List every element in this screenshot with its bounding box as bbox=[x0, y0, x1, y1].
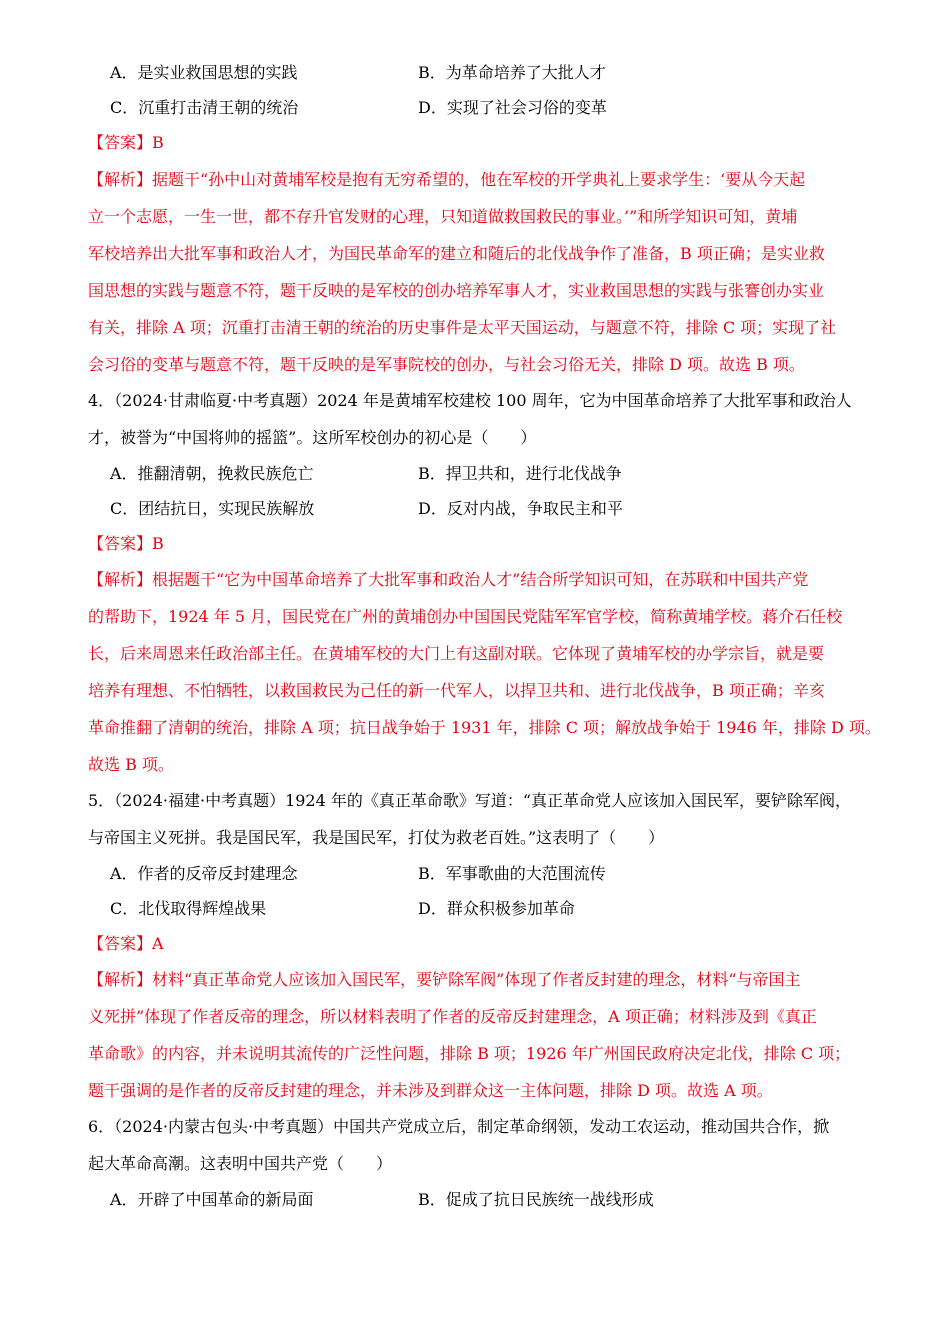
q4-analysis-line: 【解析】根据题干“它为中国革命培养了大批军事和政治人才”结合所学知识可知，在苏联和中国共产党 bbox=[88, 570, 809, 589]
q4-option-b: B．捍卫共和，进行北伐战争 bbox=[418, 464, 622, 483]
q4-analysis-line: 长，后来周恩来任政治部主任。在黄埔军校的大门上有这副对联。它体现了黄埔军校的办学宗旨，就是要 bbox=[88, 644, 825, 663]
q6-option-a: A．开辟了中国革命的新局面 bbox=[110, 1190, 314, 1209]
q4-analysis-line: 的帮助下，1924 年 5 月，国民党在广州的黄埔创办中国国民党陆军军官学校，简称黄埔学校。蒋介石任校 bbox=[88, 607, 843, 626]
q5-analysis-line: 义死拼”体现了作者反帝的理念，所以材料表明了作者的反帝反封建理念，A 项正确；材料涉及到《真正 bbox=[88, 1007, 817, 1026]
q5-stem-line: 与帝国主义死拼。我是国民军，我是国民军，打仗为救老百姓。”这表明了（ ） bbox=[88, 828, 665, 847]
q3-analysis-line: 军校培养出大批军事和政治人才，为国民革命军的建立和随后的北伐战争作了准备，B 项正确；是实业救 bbox=[88, 244, 825, 263]
q3-analysis-line: 【解析】据题干“孙中山对黄埔军校是抱有无穷希望的，他在军校的开学典礼上要求学生：‘要从今天起 bbox=[88, 170, 806, 189]
q3-analysis-line: 立一个志愿，一生一世，都不存升官发财的心理，只知道做救国救民的事业。’”和所学知识可知，黄埔 bbox=[88, 207, 798, 226]
q6-stem-line: 起大革命高潮。这表明中国共产党（ ） bbox=[88, 1154, 393, 1173]
q4-answer: 【答案】B bbox=[88, 534, 164, 553]
q3-option-c: C．沉重打击清王朝的统治 bbox=[110, 98, 299, 117]
q4-analysis-line: 故选 B 项。 bbox=[88, 755, 174, 774]
q4-option-c: C．团结抗日，实现民族解放 bbox=[110, 499, 315, 518]
q5-stem-line: 5．（2024·福建·中考真题）1924 年的《真正革命歌》写道：“真正革命党人应该加入国民军，要铲除军阀， bbox=[88, 791, 852, 810]
q5-option-c: C．北伐取得辉煌战果 bbox=[110, 899, 267, 918]
q6-stem-line: 6．（2024·内蒙古包头·中考真题）中国共产党成立后，制定革命纲领，发动工农运动，推动国共合作，掀 bbox=[88, 1117, 830, 1136]
q4-analysis-line: 培养有理想、不怕牺牲，以救国救民为己任的新一代军人，以捍卫共和、进行北伐战争，B 项正确；辛亥 bbox=[88, 681, 825, 700]
q4-option-a: A．推翻清朝，挽救民族危亡 bbox=[110, 464, 314, 483]
q3-analysis-line: 国思想的实践与题意不符，题干反映的是军校的创办培养军事人才，实业救国思想的实践与张謇创办实业 bbox=[88, 281, 825, 300]
q4-option-d: D．反对内战，争取民主和平 bbox=[418, 499, 623, 518]
q5-option-a: A．作者的反帝反封建理念 bbox=[110, 864, 298, 883]
q3-option-a: A．是实业救国思想的实践 bbox=[110, 63, 298, 82]
q3-option-d: D．实现了社会习俗的变革 bbox=[418, 98, 607, 117]
q5-answer: 【答案】A bbox=[88, 934, 164, 953]
q5-option-d: D．群众积极参加革命 bbox=[418, 899, 575, 918]
q3-option-b: B．为革命培养了大批人才 bbox=[418, 63, 606, 82]
q5-analysis-line: 革命歌》的内容，并未说明其流传的广泛性问题，排除 B 项；1926 年广州国民政府决定北伐，排除 C 项； bbox=[88, 1044, 851, 1063]
q4-analysis-line: 革命推翻了清朝的统治，排除 A 项；抗日战争始于 1931 年，排除 C 项；解放战争始于 1946 年，排除 D 项。 bbox=[88, 718, 881, 737]
q5-analysis-line: 【解析】材料“真正革命党人应该加入国民军，要铲除军阀”体现了作者反封建的理念，材料“与帝国主 bbox=[88, 970, 801, 989]
q5-analysis-line: 题干强调的是作者的反帝反封建的理念，并未涉及到群众这一主体问题，排除 D 项。故选 A 项。 bbox=[88, 1081, 773, 1100]
q4-stem-line: 才，被誉为“中国将帅的摇篮”。这所军校创办的初心是（ ） bbox=[88, 428, 537, 447]
q3-analysis-line: 会习俗的变革与题意不符，题干反映的是军事院校的创办，与社会习俗无关，排除 D 项。故选 B 项。 bbox=[88, 355, 805, 374]
q4-stem-line: 4．（2024·甘肃临夏·中考真题）2024 年是黄埔军校建校 100 周年，它为中国革命培养了大批军事和政治人 bbox=[88, 391, 852, 410]
q3-answer: 【答案】B bbox=[88, 133, 164, 152]
q6-option-b: B．促成了抗日民族统一战线形成 bbox=[418, 1190, 654, 1209]
q3-analysis-line: 有关，排除 A 项；沉重打击清王朝的统治的历史事件是太平天国运动，与题意不符，排除 C 项；实现了社 bbox=[88, 318, 837, 337]
q5-option-b: B．军事歌曲的大范围流传 bbox=[418, 864, 606, 883]
